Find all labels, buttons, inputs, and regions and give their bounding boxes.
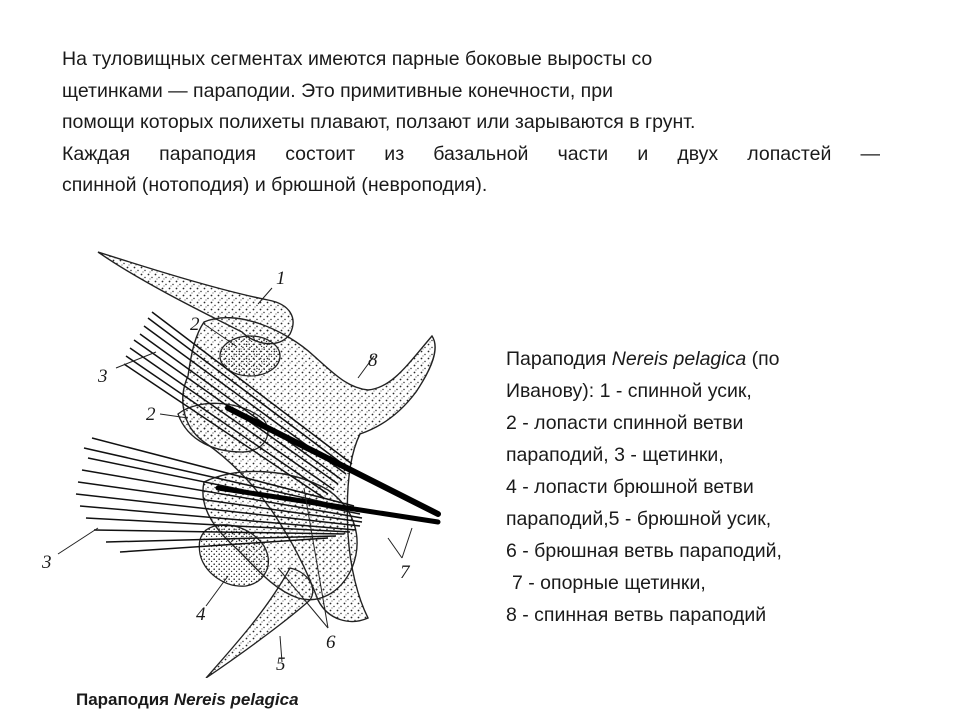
label-3-top: 3 bbox=[98, 366, 108, 387]
parapodium-illustration bbox=[28, 238, 488, 678]
intro-line: Каждая параподия состоит из базальной части и двух лопастей — bbox=[62, 142, 880, 165]
legend-line: 6 - брюшная ветвь параподий, bbox=[506, 540, 782, 562]
legend-line: 2 - лопасти спинной ветви bbox=[506, 412, 744, 434]
species-name: Nereis pelagica bbox=[173, 690, 299, 709]
intro-line: щетинками — параподии. Это примитивные конечности, при bbox=[62, 79, 613, 102]
intro-text bbox=[62, 44, 880, 202]
legend-line: Иванову): 1 - спинной усик, bbox=[506, 380, 752, 402]
legend-line: 7 - опорные щетинки, bbox=[512, 572, 706, 594]
intro-line: На туловищных сегментах имеются парные боковые выросты со bbox=[62, 48, 653, 70]
figure-legend bbox=[506, 343, 926, 631]
label-6: 6 bbox=[326, 632, 336, 653]
intro-line: помощи которых полихеты плавают, ползают или зарываются в грунт. bbox=[62, 111, 696, 133]
label-2-dorsal-top: 2 bbox=[190, 314, 200, 335]
figure-caption: Параподия Nereis pelagica bbox=[76, 690, 299, 709]
legend-line: параподий,5 - брюшной усик, bbox=[506, 508, 772, 530]
legend-line: 8 - спинная ветвь параподий bbox=[506, 604, 767, 626]
label-1: 1 bbox=[276, 268, 286, 289]
label-8: 8 bbox=[368, 350, 378, 371]
species-name: Nereis pelagica bbox=[611, 348, 747, 370]
legend-line: 4 - лопасти брюшной ветви bbox=[506, 476, 754, 498]
label-5: 5 bbox=[276, 654, 286, 675]
legend-title: Параподия Nereis pelagica (по bbox=[506, 348, 780, 370]
label-7: 7 bbox=[400, 562, 410, 583]
label-3-bottom: 3 bbox=[42, 552, 52, 573]
legend-line: параподий, 3 - щетинки, bbox=[506, 444, 724, 466]
label-4: 4 bbox=[196, 604, 206, 625]
label-2-dorsal-bottom: 2 bbox=[146, 404, 156, 425]
intro-line: спинной (нотоподия) и брюшной (невроподия). bbox=[62, 174, 488, 196]
